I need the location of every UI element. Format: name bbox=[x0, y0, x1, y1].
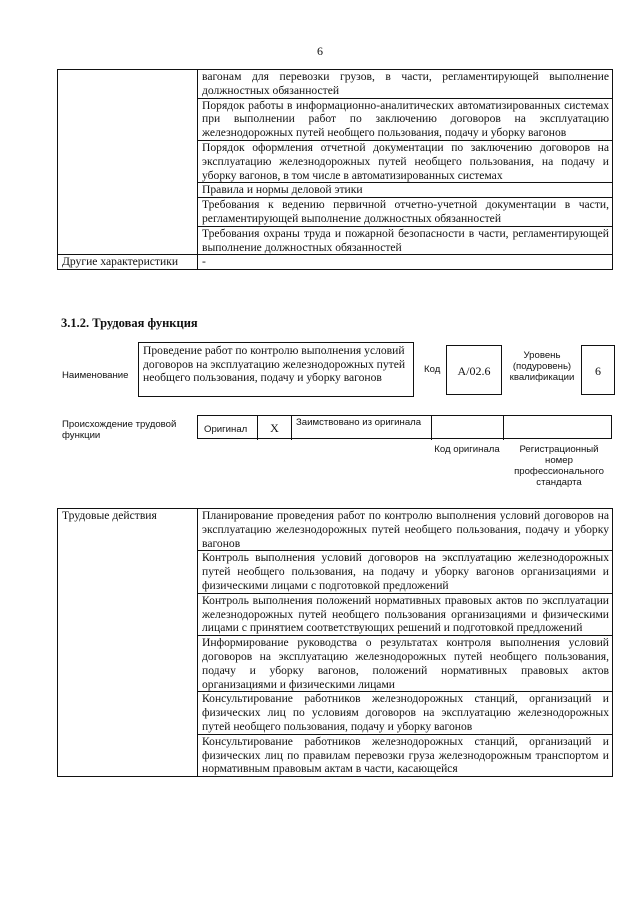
origin-row bbox=[197, 415, 612, 439]
other-characteristics-label: Другие характеристики bbox=[58, 255, 198, 270]
top-table-cell: Правила и нормы деловой этики bbox=[198, 183, 613, 198]
origin-label: Происхождение трудовой функции bbox=[62, 419, 177, 441]
reg-number-caption: Регистрационный номер профессионального стандарта bbox=[514, 444, 604, 488]
labor-action: Консультирование работников железнодорожных станций, организаций и физических лиц по правилам перевозки груза железнодорожным транспортом и нормативным правовым актам в части, касающейся bbox=[198, 734, 613, 776]
top-table-left-cell bbox=[58, 70, 198, 255]
function-name-value: Проведение работ по контролю выполнения условий договоров на эксплуатацию железнодорожных путей необщего пользования, подачу и уборку вагонов bbox=[138, 342, 414, 397]
labor-action: Контроль выполнения условий договоров на эксплуатацию железнодорожных путей необщего пользования, на подачу и уборку вагонов организациями и физическими лицами с подготовкой предложений bbox=[198, 551, 613, 593]
function-code-value: A/02.6 bbox=[446, 345, 502, 395]
top-table bbox=[57, 69, 613, 270]
qualification-level-label: Уровень (подуровень) квалификации bbox=[509, 350, 575, 383]
reg-number-cell bbox=[504, 416, 611, 440]
labor-action: Контроль выполнения положений нормативных правовых актов по эксплуатации железнодорожных путей необщего пользования организациями и физическими лицами с принятием соответствующих решений и подготовкой предложений bbox=[198, 593, 613, 635]
labor-action: Планирование проведения работ по контролю выполнения условий договоров на эксплуатацию железнодорожных путей необщего пользования, подачу и уборку вагонов bbox=[198, 509, 613, 551]
original-mark: X bbox=[258, 416, 292, 440]
code-original-caption: Код оригинала bbox=[434, 444, 500, 455]
code-label: Код bbox=[424, 364, 441, 375]
labor-actions-table bbox=[57, 508, 613, 777]
section-heading: 3.1.2. Трудовая функция bbox=[61, 316, 198, 330]
top-table-cell: вагонам для перевозки грузов, в части, регламентирующей выполнение должностных обязанностей bbox=[198, 70, 613, 99]
borrowed-label: Заимствовано из оригинала bbox=[292, 416, 432, 440]
labor-actions-label: Трудовые действия bbox=[58, 509, 198, 777]
qualification-level-value: 6 bbox=[581, 345, 615, 395]
other-characteristics-value: - bbox=[198, 255, 613, 270]
top-table-cell: Требования охраны труда и пожарной безопасности в части, регламентирующей выполнение должностных обязанностей bbox=[198, 226, 613, 255]
page-number: 6 bbox=[317, 44, 323, 58]
top-table-cell: Порядок оформления отчетной документации по заключению договоров на эксплуатацию железнодорожных путей необщего пользования, на подачу и уборку вагонов, в том числе в автоматизированных системах bbox=[198, 140, 613, 182]
original-label: Оригинал bbox=[198, 416, 258, 440]
labor-action: Консультирование работников железнодорожных станций, организаций и физических лиц по условиям договоров на эксплуатацию железнодорожных путей необщего пользования, подачу и уборку вагонов bbox=[198, 692, 613, 734]
top-table-cell: Требования к ведению первичной отчетно-учетной документации в части, регламентирующей выполнение должностных обязанностей bbox=[198, 198, 613, 227]
code-original-cell bbox=[432, 416, 504, 440]
top-table-cell: Порядок работы в информационно-аналитических автоматизированных системах при выполнении работ по заключению договоров на эксплуатацию железнодорожных путей необщего пользования, подачу и уборку вагонов bbox=[198, 98, 613, 140]
labor-action: Информирование руководства о результатах контроля выполнения условий договоров на эксплуатацию железнодорожных путей необщего пользования, подачу и уборку вагонов, положений нормативных правовых актов организациями и физическими лицами bbox=[198, 636, 613, 692]
name-label: Наименование bbox=[62, 370, 129, 381]
